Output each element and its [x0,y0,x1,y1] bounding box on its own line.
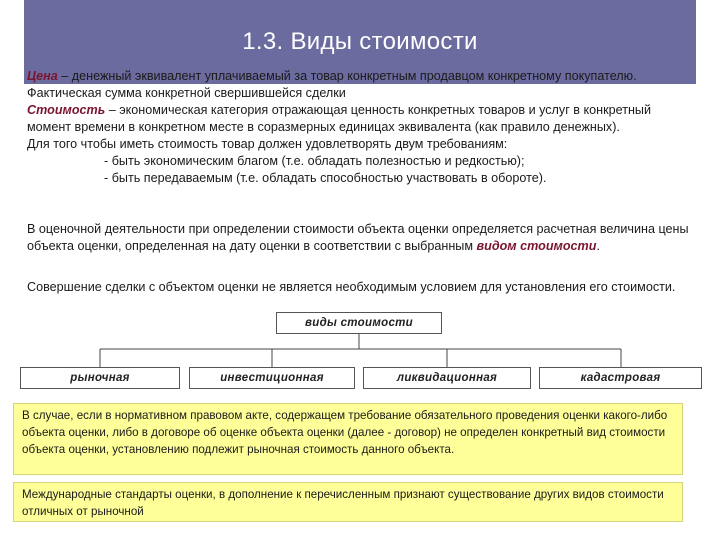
slide-title: 1.3. Виды стоимости [242,28,478,55]
note-market-value: В случае, если в нормативном правовом акте, содержащем требование обязательного проведения оценки какого-либо объекта оценки, либо в договоре об оценке объекта оценки (далее - договор) не определен конкретный вид стоимости объекта оценки, установлению подлежит рыночная стоимость данного объекта. [13,403,683,475]
tree-child-liquidation: ликвидационная [363,367,531,389]
tree-child-market: рыночная [20,367,180,389]
definition-price-text: – денежный эквивалент уплачиваемый за товар конкретным продавцом конкретному покупателю. Фактическая сумма конкретной свершившейся сделки [27,69,637,100]
definition-price [27,68,692,102]
term-price: Цена [27,69,58,83]
term-value-type: видом стоимости [476,239,597,253]
definition-value-text: – экономическая категория отражающая ценность конкретных товаров и услуг в конкретный момент времени в конкретном месте в соразмерных единицах эквивалента (как правило денежных). [27,103,652,134]
requirements-intro: Для того чтобы иметь стоимость товар должен удовлетворять двум требованиям: [27,137,508,151]
definitions-block [27,68,692,187]
appraisal-text: В оценочной деятельности при определении стоимости объекта оценки определяется расчетная величина цены объекта оценки, определенная на дату оценки в соответствии с выбранным [27,222,689,253]
tree-child-investment: инвестиционная [189,367,355,389]
tree-root-box: виды стоимости [276,312,442,334]
definition-value [27,102,692,136]
appraisal-paragraph [27,221,692,255]
requirement-item: - быть экономическим благом (т.е. обладать полезностью и редкостью); [104,154,525,168]
requirement-item: - быть передаваемым (т.е. обладать способностью участвовать в обороте). [104,171,547,185]
term-value: Стоимость [27,103,106,117]
tree-child-cadastral: кадастровая [539,367,702,389]
note-international-standards: Международные стандарты оценки, в дополнение к перечисленным признают существование других видов стоимости отличных от рыночной [13,482,683,522]
deal-paragraph: Совершение сделки с объектом оценки не является необходимым условием для установления его стоимости. [27,280,676,294]
appraisal-end: . [596,239,600,253]
